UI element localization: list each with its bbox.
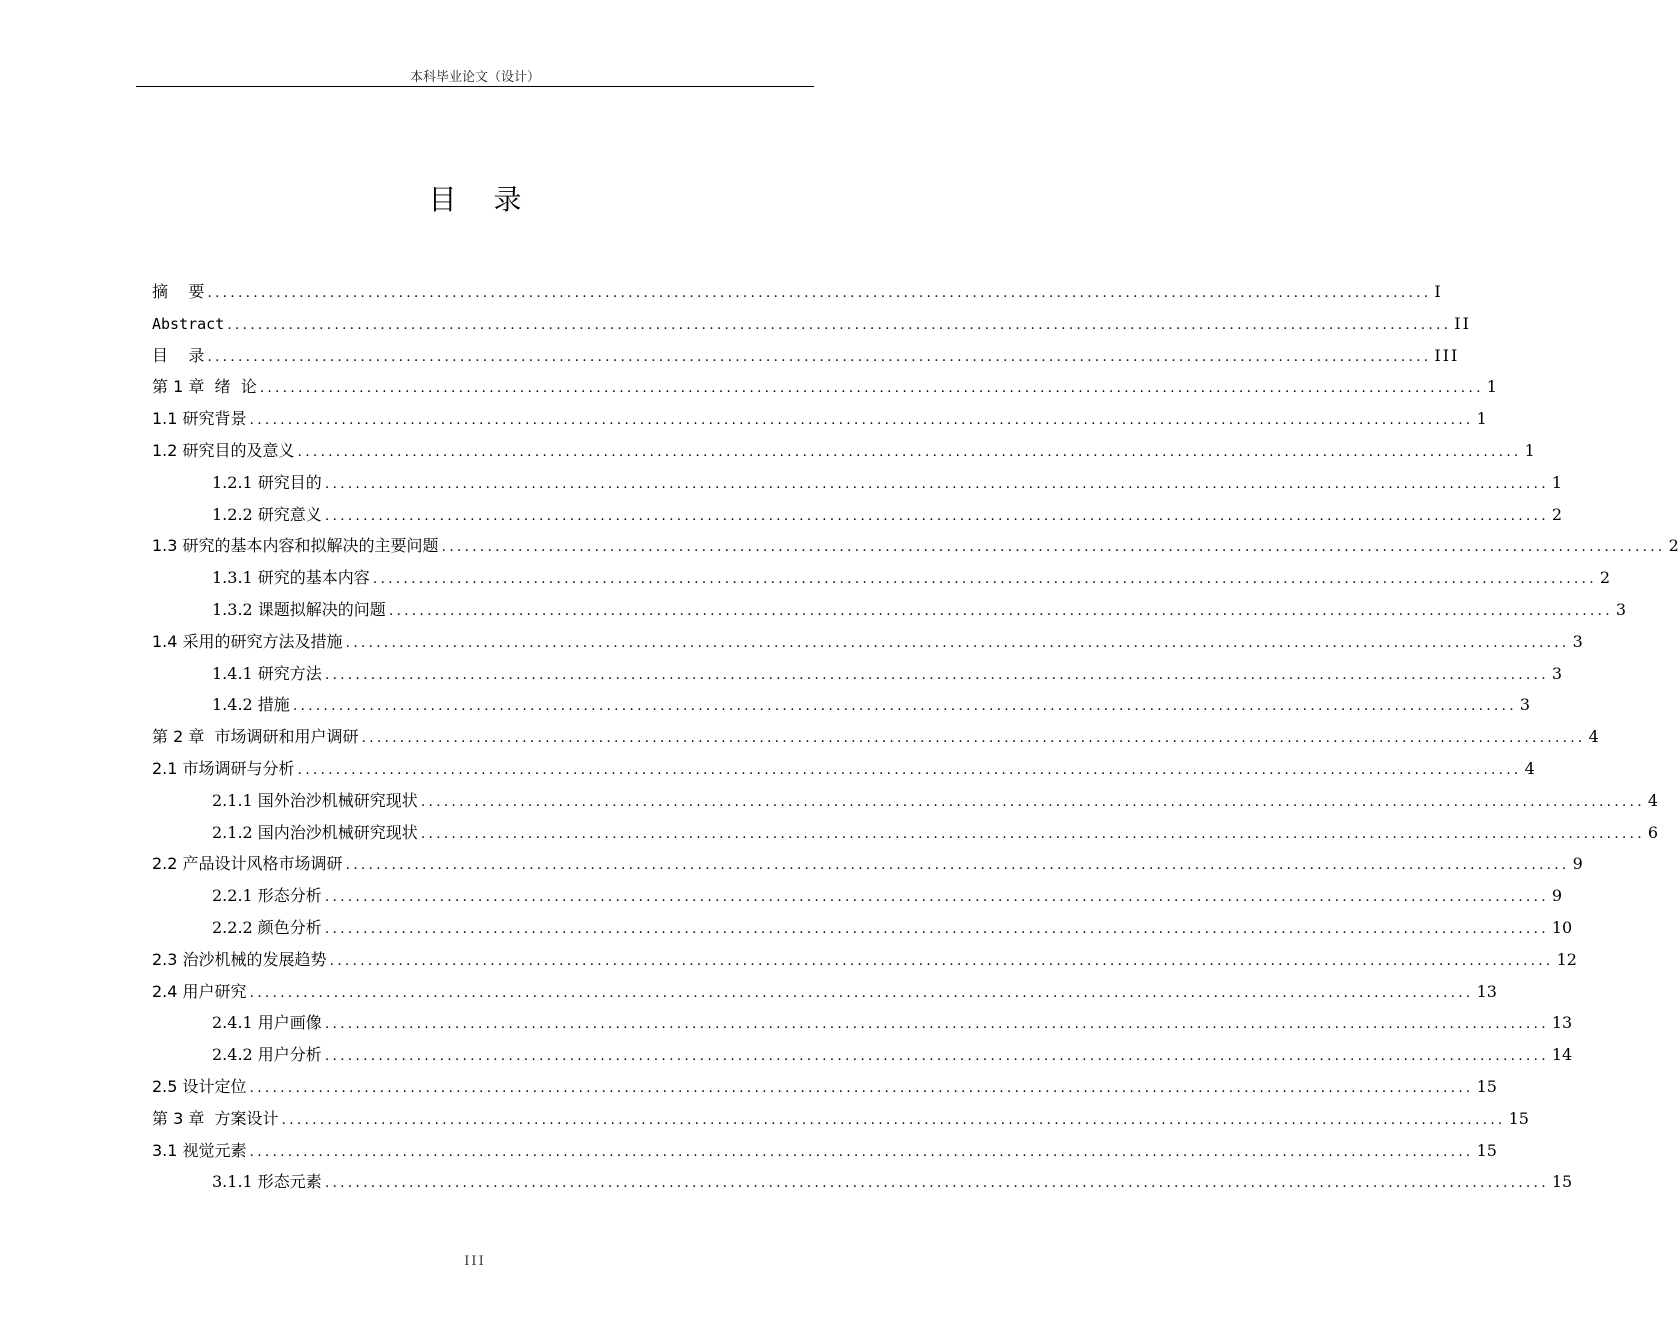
toc-entry-label: 2.5 设计定位 [152,1076,247,1096]
toc-entry-page: 2 [1551,504,1563,524]
toc-entry-label: 1.4 采用的研究方法及措施 [152,631,343,651]
toc-entry[interactable] [152,340,1460,372]
toc-entry-page: 10 [1551,917,1573,937]
toc-entry-page: 4 [1588,727,1599,747]
toc-entry-page: 3 [1572,631,1583,651]
toc-leader-dots: ................................................................................................................................................................ [324,889,1549,906]
toc-entry-label: 2.4 用户研究 [152,981,247,1001]
page-header: 本科毕业论文（设计） [409,70,540,85]
toc-leader-dots: ................................................................................................................................................................ [420,793,1645,810]
toc-entry[interactable] [152,976,1497,1008]
toc-entry[interactable] [152,1071,1497,1103]
toc-entry[interactable] [152,785,1659,817]
toc-entry-page: 3 [1519,695,1531,715]
toc-entry-label: 1.3.2 课题拟解决的问题 [212,599,386,619]
toc-leader-dots: ................................................................................................................................................................ [441,539,1666,556]
toc-leader-dots: ................................................................................................................................................................ [249,1143,1474,1160]
toc-entry-page: 3 [1551,663,1563,683]
toc-entry-page: III [1434,345,1460,365]
toc-leader-dots: ................................................................................................................................................................ [249,412,1474,429]
toc-leader-dots: ................................................................................................................................................................ [345,857,1570,874]
toc-entry-page: 9 [1551,886,1563,906]
toc-leader-dots: ................................................................................................................................................................ [345,634,1570,651]
toc-entry-page: 2 [1668,536,1679,556]
toc-entry[interactable] [152,848,1583,880]
toc-entry-label: 2.1.1 国外治沙机械研究现状 [212,790,418,810]
toc-entry[interactable] [152,1103,1529,1135]
toc-leader-dots: ................................................................................................................................................................ [324,1048,1549,1065]
toc-entry[interactable] [152,944,1577,976]
toc-entry[interactable] [152,594,1627,626]
toc-entry[interactable] [152,721,1599,753]
toc-leader-dots: ................................................................................................................................................................ [324,666,1549,683]
toc-entry-page: II [1454,313,1471,333]
toc-entry[interactable] [152,371,1497,403]
toc-entry-page: 12 [1556,949,1577,969]
toc-entry-label: 1.4.2 措施 [212,695,290,715]
toc-entry-label: 2.1.2 国内治沙机械研究现状 [212,822,418,842]
toc-entry-page: 2 [1599,568,1611,588]
toc-entry-label: 2.1 市场调研与分析 [152,758,295,778]
page-number: III [464,1254,486,1269]
toc-entry-label: 第 2 章 市场调研和用户调研 [152,727,359,747]
toc-entry-label: 3.1.1 形态元素 [212,1172,322,1192]
page-title: 目 录 [428,183,536,216]
toc-entry-page: 13 [1551,1013,1573,1033]
toc-entry-page: 6 [1647,822,1659,842]
toc-entry[interactable] [152,308,1471,340]
toc-entry-label: 2.2 产品设计风格市场调研 [152,854,343,874]
toc-entry[interactable] [152,403,1487,435]
toc-leader-dots: ................................................................................................................................................................ [372,571,1597,588]
toc-leader-dots: ................................................................................................................................................................ [361,730,1586,747]
toc-entry-label: Abstract [152,314,225,333]
toc-leader-dots: ................................................................................................................................................................ [249,984,1474,1001]
toc-entry[interactable] [152,499,1563,531]
header-rule [136,86,814,87]
toc-entry[interactable] [152,1135,1497,1167]
toc-entry-label: 1.2 研究目的及意义 [152,440,295,460]
toc-entry[interactable] [152,626,1583,658]
toc-entry-label: 1.2.2 研究意义 [212,504,322,524]
toc-entry[interactable] [152,562,1611,594]
toc-entry-label: 1.3.1 研究的基本内容 [212,568,370,588]
toc-leader-dots: ................................................................................................................................................................ [227,316,1452,333]
toc-leader-dots: ................................................................................................................................................................ [324,1175,1549,1192]
toc-entry[interactable] [152,467,1563,499]
toc-entry-label: 3.1 视觉元素 [152,1140,247,1160]
toc-entry-label: 目 录 [152,345,205,365]
toc-entry[interactable] [152,817,1659,849]
toc-entry-page: 1 [1476,409,1487,429]
toc-entry[interactable] [152,658,1563,690]
toc-entry-label: 第 3 章 方案设计 [152,1108,279,1128]
toc-entry[interactable] [152,880,1563,912]
toc-entry[interactable] [152,1007,1573,1039]
toc-leader-dots: ................................................................................................................................................................ [388,602,1613,619]
toc-entry-page: 15 [1476,1140,1497,1160]
toc-entry-label: 1.2.1 研究目的 [212,472,322,492]
toc-entry[interactable] [152,753,1535,785]
toc-entry[interactable] [152,689,1531,721]
toc-leader-dots: ................................................................................................................................................................ [281,1111,1506,1128]
toc-entry-label: 2.4.2 用户分析 [212,1045,322,1065]
toc-leader-dots: ................................................................................................................................................................ [297,761,1522,778]
toc-leader-dots: ................................................................................................................................................................ [324,475,1549,492]
toc-entry[interactable] [152,1166,1573,1198]
toc-leader-dots: ................................................................................................................................................................ [259,380,1484,397]
toc-leader-dots: ................................................................................................................................................................ [207,348,1432,365]
toc-entry-page: 4 [1647,790,1659,810]
toc-entry-label: 2.3 治沙机械的发展趋势 [152,949,327,969]
toc-leader-dots: ................................................................................................................................................................ [324,1016,1549,1033]
toc-leader-dots: ................................................................................................................................................................ [297,443,1522,460]
toc-entry-label: 1.4.1 研究方法 [212,663,322,683]
toc-entry-label: 2.4.1 用户画像 [212,1013,322,1033]
toc-entry-page: 1 [1551,472,1563,492]
toc-entry[interactable] [152,435,1535,467]
toc-entry-page: 15 [1551,1172,1573,1192]
toc-entry[interactable] [152,912,1573,944]
toc-leader-dots: ................................................................................................................................................................ [420,825,1645,842]
toc-entry-page: 4 [1524,758,1535,778]
toc-leader-dots: ................................................................................................................................................................ [329,952,1554,969]
toc-entry[interactable] [152,530,1679,562]
toc-entry-label: 摘 要 [152,282,205,301]
toc-entry-page: 15 [1508,1108,1529,1128]
toc-entry-page: 1 [1524,440,1535,460]
toc-leader-dots: ................................................................................................................................................................ [292,698,1517,715]
toc-entry-label: 2.2.2 颜色分析 [212,917,322,937]
table-of-contents [152,276,1679,1198]
toc-entry-page: 15 [1476,1076,1497,1096]
toc-entry-page: I [1434,282,1443,301]
toc-entry-label: 第 1 章 绪 论 [152,377,257,397]
toc-leader-dots: ................................................................................................................................................................ [324,920,1549,937]
toc-entry[interactable] [152,276,1443,308]
toc-leader-dots: ................................................................................................................................................................ [249,1079,1474,1096]
toc-entry-page: 13 [1476,981,1497,1001]
toc-entry[interactable] [152,1039,1573,1071]
toc-entry-page: 14 [1551,1045,1573,1065]
toc-entry-label: 1.3 研究的基本内容和拟解决的主要问题 [152,536,439,556]
toc-entry-page: 3 [1615,599,1627,619]
toc-entry-page: 1 [1486,377,1497,397]
toc-entry-label: 2.2.1 形态分析 [212,886,322,906]
toc-entry-label: 1.1 研究背景 [152,409,247,429]
toc-entry-page: 9 [1572,854,1583,874]
toc-leader-dots: ................................................................................................................................................................ [324,507,1549,524]
toc-leader-dots: ................................................................................................................................................................ [207,285,1432,301]
